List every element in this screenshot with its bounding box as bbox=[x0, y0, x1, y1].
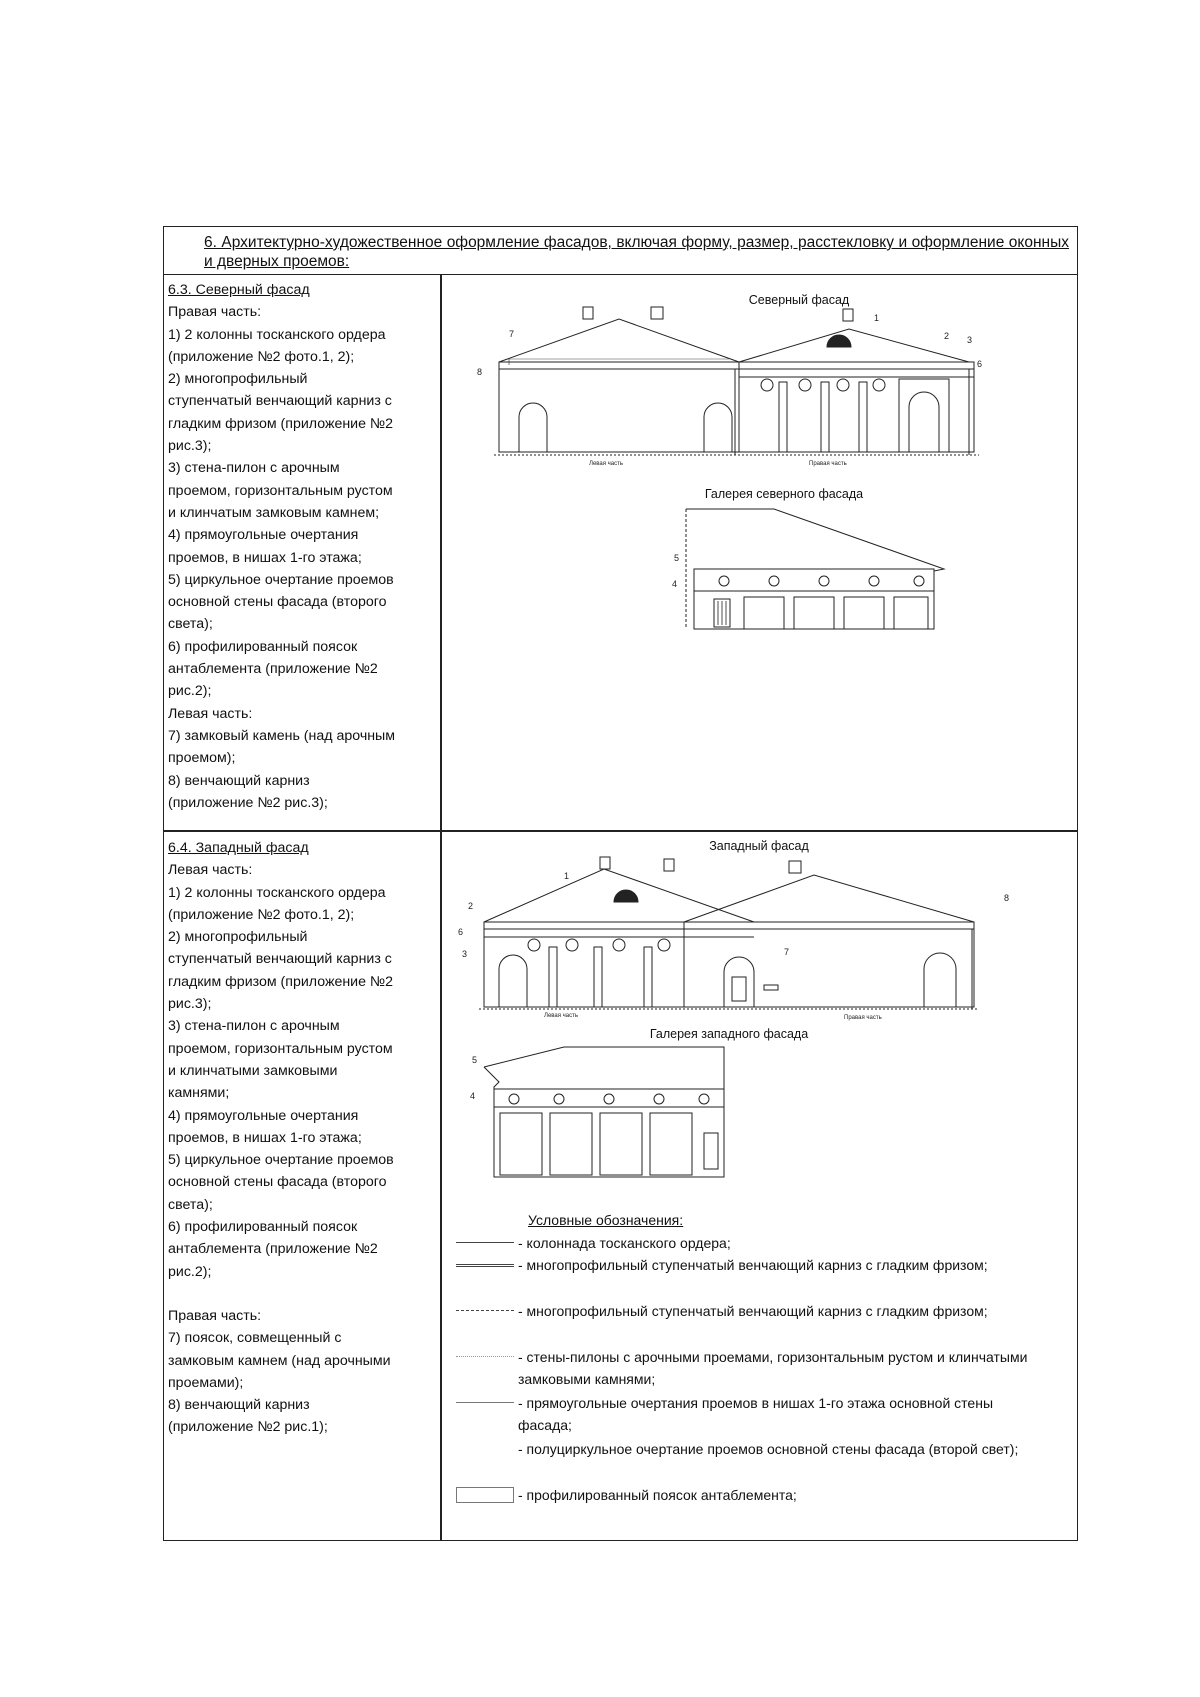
north-line: проемом, горизонтальным рустом bbox=[168, 482, 393, 499]
west-line: 4) прямоугольные очертания bbox=[168, 1107, 359, 1124]
west-line: 8) венчающий карниз bbox=[168, 1397, 310, 1414]
north-line: антаблемента (приложение №2 bbox=[168, 661, 378, 678]
north-line: рис.2); bbox=[168, 683, 212, 700]
west-line: 5) циркульное очертание проемов bbox=[168, 1152, 394, 1169]
north-line: Левая часть: bbox=[168, 705, 253, 722]
column-divider bbox=[440, 275, 442, 1541]
north-line: 1) 2 колонны тосканского ордера bbox=[168, 326, 386, 343]
legend-title: Условные обозначения: bbox=[528, 1212, 684, 1228]
north-facade-drawing bbox=[449, 307, 1074, 492]
west-line: (приложение №2 рис.1); bbox=[168, 1419, 328, 1436]
west-line: замковым камнем (над арочными bbox=[168, 1352, 391, 1369]
west-line: основной стены фасада (второго bbox=[168, 1174, 387, 1191]
west-line: 3) стена-пилон с арочным bbox=[168, 1018, 340, 1035]
legend-line-dashed bbox=[456, 1310, 514, 1311]
table-header-text: 6. Архитектурно-художественное оформление фасадов, включая форму, размер, расстекловку и оформление оконных и дверных проемов: bbox=[204, 234, 1069, 270]
west-line: и клинчатыми замковыми bbox=[168, 1062, 338, 1079]
west-line: проемами); bbox=[168, 1374, 244, 1391]
west-line: ступенчатый венчающий карниз с bbox=[168, 951, 392, 968]
west-line: проемов, в нишах 1-го этажа; bbox=[168, 1129, 362, 1146]
west-facade-figure-title: Западный фасад bbox=[709, 839, 809, 853]
west-line: проемом, горизонтальным рустом bbox=[168, 1040, 393, 1057]
north-line: 7) замковый камень (над арочным bbox=[168, 727, 395, 744]
west-callout-3: 3 bbox=[462, 949, 468, 959]
north-line: света); bbox=[168, 616, 213, 633]
west-callout-7: 7 bbox=[784, 947, 790, 957]
north-right-part-label: Правая часть bbox=[809, 461, 847, 467]
west-gallery-callout-5: 5 bbox=[472, 1055, 478, 1065]
west-line: рис.2); bbox=[168, 1263, 212, 1280]
legend-item-text: - стены-пилоны с арочными проемами, горизонтальным рустом и клинчатыми замковыми камнями; bbox=[518, 1349, 1028, 1387]
north-line: ступенчатый венчающий карниз с bbox=[168, 393, 392, 410]
north-line: Правая часть: bbox=[168, 304, 262, 321]
north-callout-8: 8 bbox=[477, 367, 483, 377]
west-line: антаблемента (приложение №2 bbox=[168, 1241, 378, 1258]
north-callout-7: 7 bbox=[509, 329, 515, 339]
west-callout-2: 2 bbox=[468, 901, 474, 911]
west-line: камнями; bbox=[168, 1085, 230, 1102]
north-line: (приложение №2 рис.3); bbox=[168, 794, 328, 811]
north-callout-3: 3 bbox=[967, 335, 973, 345]
west-facade-title: 6.4. Западный фасад bbox=[168, 840, 309, 856]
west-line: (приложение №2 фото.1, 2); bbox=[168, 906, 355, 923]
legend-line-solid bbox=[456, 1242, 514, 1243]
west-line: гладким фризом (приложение №2 bbox=[168, 973, 394, 990]
legend-item-text: - профилированный поясок антаблемента; bbox=[518, 1487, 797, 1503]
table-header bbox=[164, 227, 1077, 275]
west-line: света); bbox=[168, 1196, 213, 1213]
legend-item-text: - прямоугольные очертания проемов в нишах 1-го этажа основной стены фасада; bbox=[518, 1395, 994, 1433]
north-gallery-callout-5: 5 bbox=[674, 553, 680, 563]
north-callout-1: 1 bbox=[874, 313, 880, 323]
north-line: 4) прямоугольные очертания bbox=[168, 527, 359, 544]
west-gallery-drawing bbox=[464, 1047, 764, 1197]
west-callout-8: 8 bbox=[1004, 893, 1010, 903]
north-line: 5) циркульное очертание проемов bbox=[168, 571, 394, 588]
legend-item-text: - колоннада тосканского ордера; bbox=[518, 1235, 731, 1251]
west-callout-6: 6 bbox=[458, 927, 464, 937]
legend-item-text: - многопрофильный ступенчатый венчающий карниз с гладким фризом; bbox=[518, 1303, 988, 1319]
north-line: 8) венчающий карниз bbox=[168, 772, 310, 789]
west-right-part-label: Правая часть bbox=[844, 1015, 882, 1021]
west-line: 7) поясок, совмещенный с bbox=[168, 1330, 342, 1347]
west-gallery-title: Галерея западного фасада bbox=[649, 1027, 809, 1041]
north-gallery-title: Галерея северного фасада bbox=[704, 487, 864, 501]
north-line: (приложение №2 фото.1, 2); bbox=[168, 348, 355, 365]
north-left-part-label: Левая часть bbox=[589, 461, 623, 467]
north-gallery-drawing bbox=[672, 509, 964, 649]
west-facade-description bbox=[168, 837, 436, 1439]
north-callout-2: 2 bbox=[944, 331, 950, 341]
west-facade-drawing bbox=[454, 857, 1074, 1042]
west-callout-1: 1 bbox=[564, 871, 570, 881]
west-gallery-callout-4: 4 bbox=[470, 1091, 476, 1101]
west-line: Левая часть: bbox=[168, 862, 253, 879]
north-gallery-callout-4: 4 bbox=[672, 579, 678, 589]
west-line: Правая часть: bbox=[168, 1307, 262, 1324]
legend-box-symbol bbox=[456, 1487, 514, 1503]
west-line bbox=[168, 1283, 436, 1305]
legend-line-dotted bbox=[456, 1356, 514, 1357]
west-left-part-label: Левая часть bbox=[544, 1013, 578, 1019]
north-line: проемом); bbox=[168, 750, 236, 767]
west-line: 6) профилированный поясок bbox=[168, 1219, 358, 1236]
north-line: гладким фризом (приложение №2 bbox=[168, 415, 394, 432]
legend-item-text: - полуциркульное очертание проемов основной стены фасада (второй свет); bbox=[518, 1441, 1019, 1457]
north-line: рис.3); bbox=[168, 438, 212, 455]
north-line: 6) профилированный поясок bbox=[168, 638, 358, 655]
north-facade-description bbox=[168, 279, 436, 814]
legend-item-text: - многопрофильный ступенчатый венчающий карниз с гладким фризом; bbox=[518, 1257, 988, 1273]
north-line: и клинчатым замковым камнем; bbox=[168, 504, 380, 521]
north-line: 3) стена-пилон с арочным bbox=[168, 460, 340, 477]
row-divider bbox=[164, 830, 1077, 832]
north-facade-title: 6.3. Северный фасад bbox=[168, 282, 310, 298]
legend-line-thin bbox=[456, 1402, 514, 1403]
west-line: 1) 2 колонны тосканского ордера bbox=[168, 884, 386, 901]
north-callout-6: 6 bbox=[977, 359, 983, 369]
north-line: проемов, в нишах 1-го этажа; bbox=[168, 549, 362, 566]
facade-table bbox=[163, 226, 1078, 1541]
north-line: основной стены фасада (второго bbox=[168, 594, 387, 611]
north-line: 2) многопрофильный bbox=[168, 371, 308, 388]
west-line: 2) многопрофильный bbox=[168, 929, 308, 946]
north-facade-figure-title: Северный фасад bbox=[748, 293, 850, 307]
west-line: рис.3); bbox=[168, 996, 212, 1013]
legend-line-double bbox=[456, 1264, 514, 1267]
